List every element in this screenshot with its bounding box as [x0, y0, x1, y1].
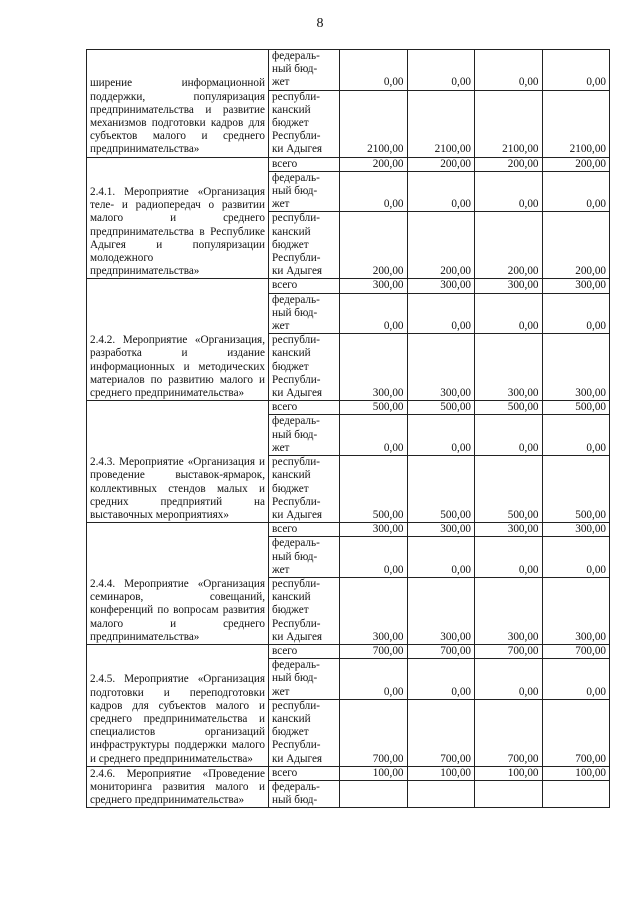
funding-source-cell — [269, 90, 340, 157]
funding-source-label: всего — [272, 523, 298, 536]
amount-cell: 500,00 — [407, 456, 475, 523]
amount-cell: 200,00 — [407, 212, 475, 279]
funding-source-label: всего — [272, 279, 298, 292]
amount-cell: 2100,00 — [475, 90, 543, 157]
amount-cell: 0,00 — [340, 537, 408, 578]
activity-name-cell: ширение информационной поддержки, популяризация предпринимательства и развитие механизмов подготовки кадров для субъектов малого и среднего предпринимательства» — [87, 50, 269, 158]
amount-cell: 500,00 — [407, 401, 475, 415]
amount-cell: 300,00 — [407, 523, 475, 537]
funding-source-label: федераль- ный бюд- жет — [272, 537, 320, 576]
funding-source-cell — [269, 334, 340, 401]
amount-cell: 100,00 — [475, 766, 543, 780]
amount-cell: 0,00 — [475, 50, 543, 91]
budget-table — [86, 49, 610, 808]
amount-cell: 300,00 — [475, 334, 543, 401]
funding-source-cell — [269, 212, 340, 279]
table-row — [87, 279, 610, 293]
table-row — [87, 157, 610, 171]
amount-cell: 0,00 — [407, 415, 475, 456]
amount-cell: 0,00 — [340, 415, 408, 456]
table-row — [87, 766, 610, 780]
amount-cell: 300,00 — [542, 279, 610, 293]
amount-cell: 0,00 — [542, 50, 610, 91]
amount-cell: 0,00 — [407, 50, 475, 91]
table-row — [87, 50, 610, 91]
funding-source-label: республи- канский бюджет Республи- ки Адыгея — [272, 212, 323, 278]
amount-cell: 200,00 — [340, 157, 408, 171]
table-row — [87, 523, 610, 537]
amount-cell: 300,00 — [340, 523, 408, 537]
amount-cell: 200,00 — [475, 212, 543, 279]
amount-cell: 2100,00 — [542, 90, 610, 157]
amount-cell: 300,00 — [542, 334, 610, 401]
amount-cell: 300,00 — [542, 523, 610, 537]
amount-cell: 0,00 — [475, 171, 543, 212]
funding-source-cell — [269, 644, 340, 658]
amount-cell: 700,00 — [407, 644, 475, 658]
amount-cell: 700,00 — [407, 699, 475, 766]
amount-cell: 200,00 — [542, 212, 610, 279]
amount-cell: 700,00 — [542, 699, 610, 766]
activity-name-cell: 2.4.2. Мероприятие «Организация, разработка и издание информационных и методических материалов по развитию малого и среднего предпринимательства» — [87, 279, 269, 401]
amount-cell: 300,00 — [340, 577, 408, 644]
funding-source-cell — [269, 171, 340, 212]
amount-cell: 0,00 — [542, 293, 610, 334]
funding-source-cell — [269, 401, 340, 415]
amount-cell: 700,00 — [340, 644, 408, 658]
amount-cell: 700,00 — [475, 644, 543, 658]
funding-source-cell — [269, 279, 340, 293]
table-row — [87, 644, 610, 658]
activity-name-cell: 2.4.6. Мероприятие «Проведение мониторинга развития малого и среднего предпринимательства» — [87, 766, 269, 808]
amount-cell: 300,00 — [475, 577, 543, 644]
amount-cell — [407, 780, 475, 807]
amount-cell: 500,00 — [542, 401, 610, 415]
funding-source-cell — [269, 780, 340, 807]
funding-source-label: федераль- ный бюд- жет — [272, 50, 320, 89]
amount-cell — [340, 780, 408, 807]
amount-cell: 100,00 — [407, 766, 475, 780]
amount-cell: 300,00 — [340, 334, 408, 401]
amount-cell: 200,00 — [340, 212, 408, 279]
funding-source-label: федераль- ный бюд- жет — [272, 171, 320, 211]
funding-source-cell — [269, 50, 340, 91]
amount-cell: 700,00 — [475, 699, 543, 766]
amount-cell: 0,00 — [340, 659, 408, 700]
amount-cell: 300,00 — [475, 279, 543, 293]
funding-source-label: всего — [272, 157, 298, 170]
amount-cell: 700,00 — [340, 699, 408, 766]
funding-source-cell — [269, 157, 340, 171]
amount-cell — [475, 780, 543, 807]
amount-cell — [542, 780, 610, 807]
amount-cell: 300,00 — [407, 334, 475, 401]
funding-source-cell — [269, 766, 340, 780]
amount-cell: 0,00 — [407, 171, 475, 212]
amount-cell: 0,00 — [340, 50, 408, 91]
funding-source-label: всего — [272, 644, 298, 657]
amount-cell: 2100,00 — [340, 90, 408, 157]
funding-source-label: республи- канский бюджет Республи- ки Адыгея — [272, 456, 323, 521]
amount-cell: 100,00 — [340, 766, 408, 780]
funding-source-cell — [269, 456, 340, 523]
funding-source-label: республи- канский бюджет Республи- ки Адыгея — [272, 577, 323, 643]
amount-cell: 0,00 — [542, 659, 610, 700]
amount-cell: 0,00 — [542, 171, 610, 212]
amount-cell: 0,00 — [542, 415, 610, 456]
funding-source-cell — [269, 577, 340, 644]
amount-cell: 300,00 — [340, 279, 408, 293]
amount-cell: 0,00 — [340, 293, 408, 334]
table-row — [87, 401, 610, 415]
amount-cell: 200,00 — [407, 157, 475, 171]
amount-cell: 500,00 — [340, 456, 408, 523]
activity-name-cell: 2.4.3. Мероприятие «Организация и проведение выставок-ярмарок, коллективных стендов малых и средних предприятий на выставочных мероприятиях» — [87, 401, 269, 523]
funding-source-label: федераль- ный бюд- жет — [272, 659, 320, 698]
funding-source-cell — [269, 659, 340, 700]
amount-cell: 2100,00 — [407, 90, 475, 157]
funding-source-cell — [269, 537, 340, 578]
amount-cell: 100,00 — [542, 766, 610, 780]
funding-source-label: федераль- ный бюд- — [272, 780, 320, 807]
amount-cell: 300,00 — [542, 577, 610, 644]
funding-source-label: республи- канский бюджет Республи- ки Адыгея — [272, 699, 323, 765]
funding-source-label: федераль- ный бюд- жет — [272, 415, 320, 454]
budget-table-body — [87, 50, 610, 808]
amount-cell: 500,00 — [475, 456, 543, 523]
amount-cell: 300,00 — [407, 279, 475, 293]
funding-source-label: всего — [272, 766, 298, 779]
funding-source-cell — [269, 415, 340, 456]
amount-cell: 0,00 — [340, 171, 408, 212]
amount-cell: 200,00 — [475, 157, 543, 171]
amount-cell: 0,00 — [475, 415, 543, 456]
activity-name-cell: 2.4.5. Мероприятие «Организация подготовки и переподготовки кадров для субъектов малого и среднего предпринимательства и специалистов организаций инфраструктуры поддержки малого и среднего предпринимательства» — [87, 644, 269, 766]
amount-cell: 500,00 — [340, 401, 408, 415]
page-number: 8 — [316, 16, 324, 31]
amount-cell: 500,00 — [475, 401, 543, 415]
amount-cell: 500,00 — [542, 456, 610, 523]
amount-cell: 300,00 — [407, 577, 475, 644]
amount-cell: 0,00 — [407, 293, 475, 334]
amount-cell: 300,00 — [475, 523, 543, 537]
funding-source-cell — [269, 523, 340, 537]
activity-name-cell: 2.4.1. Мероприятие «Организация теле- и радиопередач о развитии малого и среднего предпринимательства в Республике Адыгея и популяризации молодежного предпринимательства» — [87, 157, 269, 279]
funding-source-label: республи- канский бюджет Республи- ки Адыгея — [272, 334, 323, 400]
amount-cell: 700,00 — [542, 644, 610, 658]
amount-cell: 0,00 — [407, 537, 475, 578]
amount-cell: 0,00 — [475, 537, 543, 578]
amount-cell: 0,00 — [475, 659, 543, 700]
funding-source-cell — [269, 293, 340, 334]
funding-source-label: всего — [272, 401, 298, 414]
amount-cell: 0,00 — [475, 293, 543, 334]
funding-source-label: федераль- ный бюд- жет — [272, 293, 320, 333]
activity-name-cell: 2.4.4. Мероприятие «Организация семинаров, совещаний, конференций по вопросам развития малого и среднего предпринимательства» — [87, 523, 269, 645]
amount-cell: 200,00 — [542, 157, 610, 171]
amount-cell: 0,00 — [542, 537, 610, 578]
funding-source-cell — [269, 699, 340, 766]
funding-source-label: республи- канский бюджет Республи- ки Адыгея — [272, 90, 323, 156]
amount-cell: 0,00 — [407, 659, 475, 700]
